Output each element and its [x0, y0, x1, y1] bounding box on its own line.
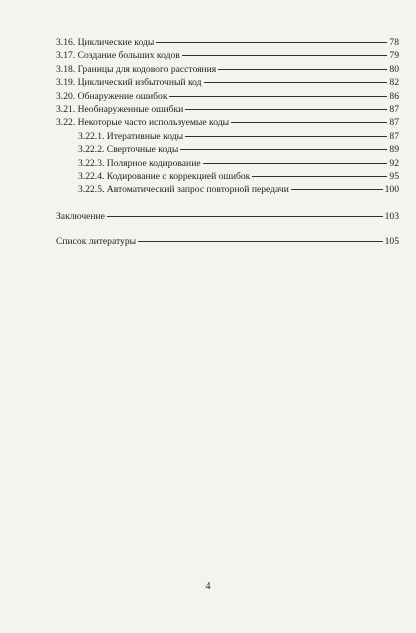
toc-entry-number: 3.18. — [56, 63, 76, 75]
toc-entry-title: Циклические коды — [77, 37, 155, 48]
toc-entry-number: 3.16. — [56, 37, 76, 48]
toc-entry-number: 3.22.4. — [78, 171, 105, 183]
toc-entry-title: Циклический избыточный код — [77, 77, 202, 89]
leader-dots — [252, 176, 387, 177]
toc-entry-number: 3.22. — [56, 117, 76, 129]
leader-dots — [218, 69, 387, 70]
toc-entry-number: 3.22.5. — [78, 184, 105, 196]
toc-entry-page: 87 — [389, 117, 399, 129]
toc-entry-3-19 — [56, 76, 399, 89]
leader-dots — [185, 136, 387, 137]
leader-dots — [169, 96, 387, 97]
toc-entry-title: Заключение — [56, 210, 105, 222]
toc-entry-title: Сверточные коды — [106, 144, 179, 156]
toc-entry-number: 3.22.3. — [78, 157, 105, 169]
toc-entry-title: Необнаруженные ошибки — [77, 104, 184, 116]
toc-entry-3-20 — [56, 90, 399, 103]
toc-entry-title: Создание больших кодов — [77, 50, 180, 62]
toc-entry-3-22-2 — [56, 143, 399, 156]
toc-entry-number: 3.19. — [56, 77, 76, 89]
leader-dots — [180, 149, 387, 150]
toc-entry-title: Автоматический запрос повторной передачи — [106, 184, 289, 196]
table-of-contents — [56, 36, 399, 249]
leader-dots — [291, 189, 383, 190]
toc-entry-3-18 — [56, 63, 399, 76]
toc-entry-page: 80 — [389, 63, 399, 75]
toc-entry-3-22-4 — [56, 170, 399, 183]
leader-dots — [156, 42, 387, 43]
toc-entry-3-16 — [56, 36, 399, 49]
toc-entry-page: 105 — [384, 236, 399, 248]
toc-entry-3-22-1 — [56, 130, 399, 143]
leader-dots — [204, 82, 388, 83]
leader-dots — [203, 163, 388, 164]
leader-dots — [182, 55, 388, 56]
toc-entry-page: 82 — [389, 77, 399, 89]
leader-dots — [107, 216, 383, 217]
toc-entry-page: 89 — [389, 144, 399, 156]
leader-dots — [138, 241, 383, 242]
toc-entry-page: 103 — [384, 210, 399, 222]
leader-dots — [185, 109, 387, 110]
toc-entry-page: 78 — [389, 37, 399, 48]
toc-entry-3-22-5 — [56, 183, 399, 196]
toc-entry-3-22 — [56, 116, 399, 129]
toc-entry-title: Обнаружение ошибок — [77, 90, 168, 102]
leader-dots — [231, 122, 387, 123]
toc-entry-references — [56, 235, 399, 248]
toc-entry-conclusion — [56, 210, 399, 223]
toc-entry-3-21 — [56, 103, 399, 116]
toc-entry-page: 95 — [389, 171, 399, 183]
toc-entry-page: 100 — [384, 184, 399, 196]
toc-entry-3-22-3 — [56, 157, 399, 170]
toc-entry-title: Кодирование с коррекцией ошибок — [106, 171, 251, 183]
toc-entry-number: 3.20. — [56, 90, 76, 102]
toc-entry-page: 86 — [389, 90, 399, 102]
toc-entry-page: 92 — [389, 157, 399, 169]
toc-entry-title: Границы для кодового расстояния — [77, 63, 217, 75]
toc-entry-title: Список литературы — [56, 236, 137, 248]
toc-entry-title: Итеративные коды — [106, 130, 184, 142]
toc-entry-number: 3.22.1. — [78, 130, 105, 142]
toc-entry-page: 87 — [389, 130, 399, 142]
toc-entry-title: Некоторые часто используемые коды — [77, 117, 230, 129]
toc-entry-title: Полярное кодирование — [106, 157, 201, 169]
toc-entry-number: 3.22.2. — [78, 144, 105, 156]
toc-entry-page: 79 — [389, 50, 399, 62]
toc-entry-number: 3.17. — [56, 50, 76, 62]
toc-entry-page: 87 — [389, 104, 399, 116]
toc-entry-number: 3.21. — [56, 104, 76, 116]
toc-entry-3-17 — [56, 49, 399, 62]
page-number: 4 — [205, 581, 211, 592]
